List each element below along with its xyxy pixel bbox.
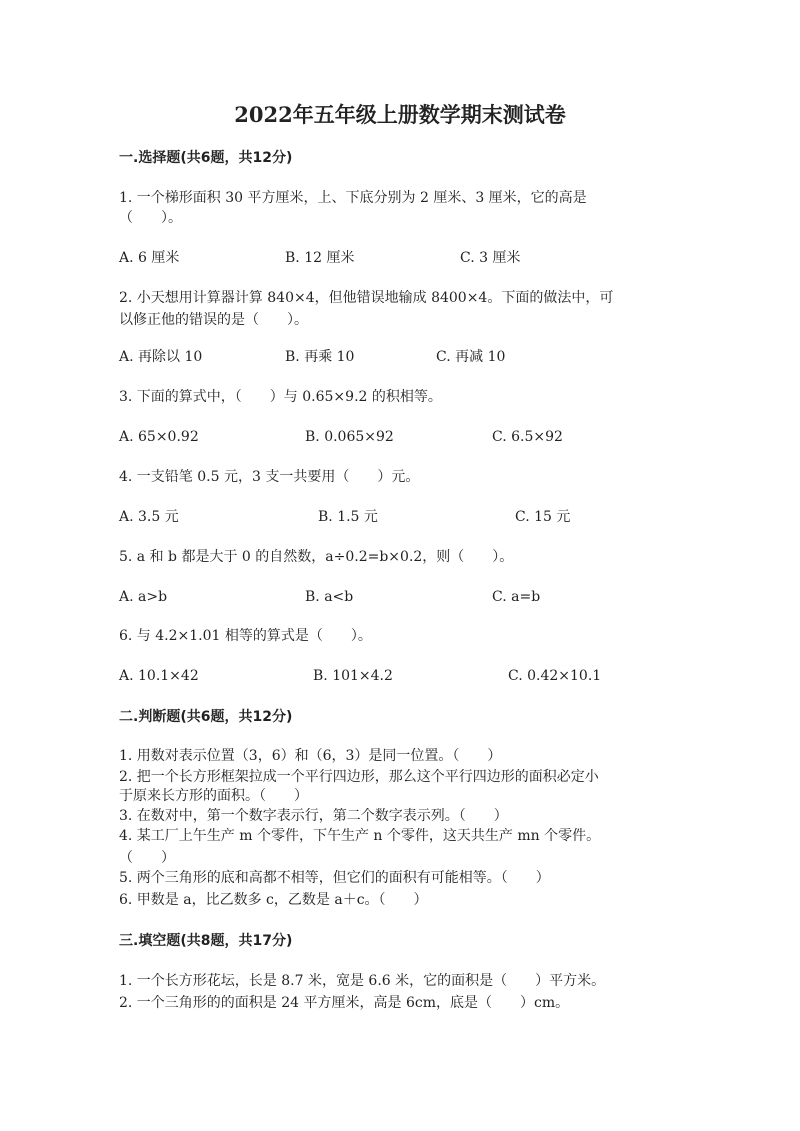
judgment-line: 6. 甲数是 a，比乙数多 c，乙数是 a＋c。（ ） (119, 892, 428, 908)
judgment-line: 3. 在数对中，第一个数字表示行，第二个数字表示列。（ ） (119, 808, 508, 824)
option-b: B. 0.065×92 (305, 429, 394, 445)
option-a: A. 再除以 10 (119, 349, 203, 365)
option-c: C. 再减 10 (436, 349, 506, 365)
question-text: 以修正他的错误的是（ ）。 (119, 312, 308, 328)
option-a: A. 65×0.92 (119, 429, 199, 445)
option-b: B. 101×4.2 (313, 668, 393, 684)
section-heading-fill: 三.填空题(共8题，共17分) (119, 933, 293, 949)
judgment-line: （ ） (119, 850, 175, 866)
judgment-line: 4. 某工厂上午生产 m 个零件，下午生产 n 个零件，这天共生产 mn 个零件。 (119, 828, 601, 844)
option-a: A. 10.1×42 (119, 668, 199, 684)
option-a: A. a>b (119, 589, 168, 605)
option-a: A. 3.5 元 (119, 509, 179, 525)
question-text: 5. a 和 b 都是大于 0 的自然数，a÷0.2=b×0.2，则（ ）。 (119, 549, 514, 565)
judgment-line: 5. 两个三角形的底和高都不相等，但它们的面积有可能相等。（ ） (119, 870, 550, 886)
option-b: B. 再乘 10 (285, 349, 355, 365)
judgment-line: 于原来长方形的面积。（ ） (119, 788, 308, 804)
question-text: 4. 一支铅笔 0.5 元，3 支一共要用（ ）元。 (119, 469, 420, 485)
section-heading-choice: 一.选择题(共6题，共12分) (119, 150, 293, 166)
question-text: 3. 下面的算式中，（ ）与 0.65×9.2 的积相等。 (119, 389, 442, 405)
judgment-line: 1. 用数对表示位置（3，6）和（6，3）是同一位置。（ ） (119, 748, 502, 764)
option-b: B. a<b (305, 589, 354, 605)
option-c: C. 15 元 (515, 509, 571, 525)
page-title: 2022年五年级上册数学期末测试卷 (234, 102, 566, 127)
question-text: 1. 一个梯形面积 30 平方厘米，上、下底分别为 2 厘米、3 厘米，它的高是 (119, 190, 587, 206)
question-text: 6. 与 4.2×1.01 相等的算式是（ ）。 (119, 628, 372, 644)
fill-line: 2. 一个三角形的的面积是 24 平方厘米，高是 6cm，底是（ ）cm。 (119, 995, 570, 1011)
option-a: A. 6 厘米 (119, 250, 180, 266)
question-text: 2. 小天想用计算器计算 840×4，但他错误地输成 8400×4。下面的做法中，可 (119, 290, 614, 306)
option-b: B. 1.5 元 (318, 509, 378, 525)
section-heading-judgment: 二.判断题(共6题，共12分) (119, 709, 293, 725)
option-c: C. a=b (492, 589, 541, 605)
judgment-line: 2. 把一个长方形框架拉成一个平行四边形，那么这个平行四边形的面积必定小 (119, 769, 599, 785)
option-c: C. 0.42×10.1 (508, 668, 602, 684)
option-c: C. 3 厘米 (460, 250, 521, 266)
question-text: （ ）。 (119, 210, 182, 226)
fill-line: 1. 一个长方形花坛，长是 8.7 米，宽是 6.6 米，它的面积是（ ）平方米。 (119, 973, 606, 989)
option-b: B. 12 厘米 (285, 250, 355, 266)
option-c: C. 6.5×92 (492, 429, 563, 445)
